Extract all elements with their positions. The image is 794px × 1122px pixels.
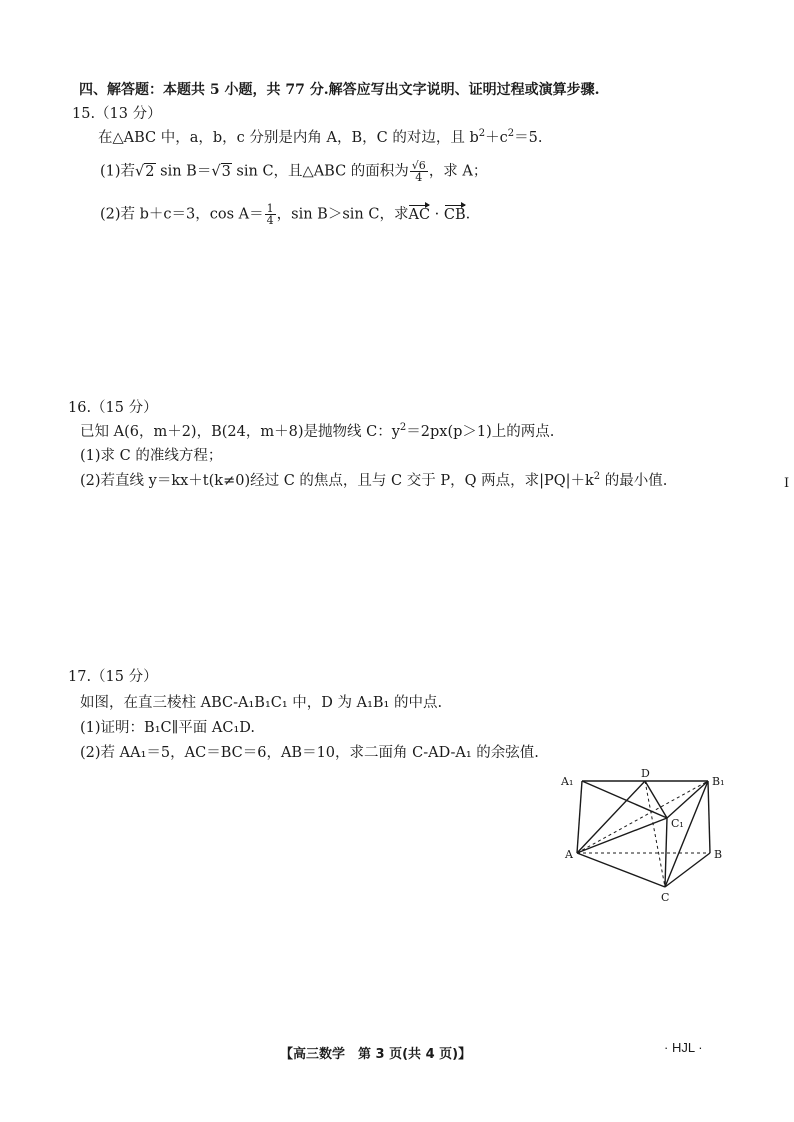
q15-vector-ac: AC	[408, 206, 431, 223]
q15-stem	[98, 128, 542, 148]
edge-a1-a	[577, 781, 582, 853]
q15-part2	[100, 203, 470, 226]
footer-code: · HJL ·	[664, 1040, 703, 1055]
prism-solid-edges	[577, 781, 710, 887]
q15-stem-text-c: ＝5.	[514, 130, 543, 146]
q15-stem-text-b: ＋c	[485, 130, 508, 146]
q15-p1-b: sin B＝	[155, 163, 212, 180]
edge-b1-b	[708, 781, 710, 853]
q15-p2-frac-num: 1	[266, 202, 274, 215]
q16-stem	[80, 422, 554, 442]
edge-b1-c1	[667, 781, 708, 818]
q15-stem-text-a: 在△ABC 中，a，b，c 分别是内角 A，B，C 的对边，且 b	[98, 130, 479, 146]
label-b: B	[714, 848, 723, 861]
page-footer: 【高三数学 第 3 页(共 4 页)】	[280, 1047, 472, 1062]
edge-a-b1-hidden	[577, 781, 708, 853]
edge-a-c	[577, 853, 665, 887]
q15-p2-fraction	[265, 203, 276, 226]
edge-a-d	[577, 781, 645, 853]
q15-p1-sqrt2: 2	[145, 163, 155, 180]
q15-part1: (1)若√2 sin B＝√3 sin C，且△ABC 的面积为 $\frac{√6}{4}$ ，求 A；	[100, 159, 488, 184]
q16-part1: (1)求 C 的准线方程；	[80, 448, 223, 464]
prism-figure	[555, 765, 730, 910]
label-a: A	[565, 848, 573, 861]
q17-part1: (1)证明：B₁C∥平面 AC₁D.	[80, 720, 256, 736]
q15-p1-fraction	[410, 160, 428, 183]
q16-stem-b: ＝2px(p＞1)上的两点.	[406, 424, 555, 440]
label-a1: A₁	[561, 775, 574, 788]
label-c: C	[661, 891, 670, 904]
q16-stem-a: 已知 A(6，m＋2)，B(24，m＋8)是抛物线 C：y	[80, 424, 400, 440]
label-b1: B₁	[712, 775, 725, 788]
q15-p1-c: sin C，且△ABC 的面积为	[231, 163, 409, 180]
q15-vector-cb: CB	[443, 206, 466, 223]
edge-a-c1	[577, 818, 667, 853]
section-heading: 四、解答题：本题共 5 小题，共 77 分.解答应写出文字说明、证明过程或演算步骤.	[79, 82, 600, 98]
label-d: D	[641, 767, 650, 780]
q16-p2-sup: 2	[593, 471, 601, 483]
q15-p2-a: (2)若 b＋c＝3，cos A＝	[100, 206, 264, 223]
q15-stem-sup1: 2	[478, 128, 486, 140]
label-c1: C₁	[671, 817, 684, 830]
q16-part2	[80, 471, 667, 491]
q16-number: 16.（15 分）	[68, 400, 158, 416]
q15-p1-a: (1)若	[100, 163, 136, 180]
q15-p1-sqrt3: 3	[221, 163, 231, 180]
q16-p2-a: (2)若直线 y＝kx＋t(k≠0)经过 C 的焦点，且与 C 交于 P，Q 两点，求|PQ|＋k	[80, 473, 594, 489]
q17-number: 17.（15 分）	[68, 669, 158, 685]
q15-stem-sup2: 2	[507, 128, 515, 140]
q15-p1-frac-num: √6	[411, 159, 426, 172]
edge-a1-c1	[582, 781, 667, 818]
q15-p2-c: .	[465, 206, 471, 223]
q15-p1-d: ，求 A；	[428, 163, 488, 180]
edge-mark: I	[784, 476, 790, 491]
q17-stem: 如图，在直三棱柱 ABC-A₁B₁C₁ 中，D 为 A₁B₁ 的中点.	[80, 695, 443, 711]
q15-p2-b: ，sin B＞sin C，求	[276, 206, 409, 223]
q15-p2-dot: ·	[430, 206, 444, 223]
edge-c1-c	[665, 818, 667, 887]
q16-p2-b: 的最小值.	[600, 473, 668, 489]
q15-p2-frac-den: 4	[266, 214, 274, 227]
q17-part2: (2)若 AA₁＝5，AC＝BC＝6，AB＝10，求二面角 C-AD-A₁ 的余弦值.	[80, 745, 539, 761]
q16-stem-sup: 2	[399, 422, 407, 434]
q15-number: 15.（13 分）	[72, 106, 162, 122]
q15-p1-frac-den: 4	[415, 171, 423, 184]
